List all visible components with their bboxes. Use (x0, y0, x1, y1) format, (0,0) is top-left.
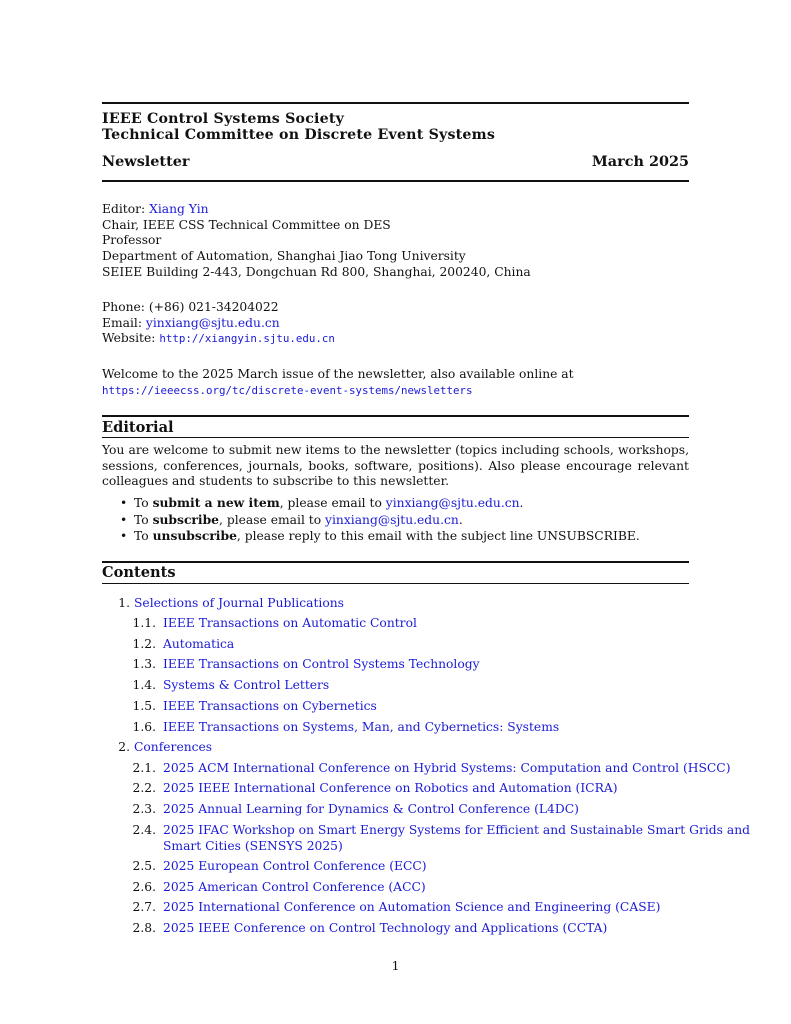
toc-subsection-link[interactable]: IEEE Transactions on Automatic Control (163, 616, 417, 630)
toc-item-number: 1.5. (132, 699, 156, 713)
toc-item-number: 2.7. (132, 900, 156, 914)
bullet-text: , please reply to this email with the subject line UNSUBSCRIBE. (236, 529, 640, 543)
toc-item-number: 1.3. (132, 657, 156, 671)
editor-role-title: Professor (102, 233, 162, 248)
editor-name-link[interactable]: Xiang Yin (149, 202, 209, 216)
toc-item-number: 2.8. (132, 921, 156, 935)
bullet-email-link[interactable]: yinxiang@sjtu.edu.cn (325, 512, 459, 527)
editor-label: Editor: (102, 202, 146, 216)
editorial-bullets (102, 495, 689, 545)
contact-block (102, 300, 335, 347)
editorial-bullet-item (102, 495, 689, 512)
header-bottom-rule (102, 180, 689, 182)
toc-subsection-link[interactable]: 2025 American Control Conference (ACC) (163, 880, 426, 894)
page-number: 1 (391, 959, 400, 973)
editor-block (102, 202, 531, 281)
toc-subsection-link[interactable]: Systems & Control Letters (163, 678, 330, 692)
toc-item-number: 1.2. (132, 637, 156, 651)
bullet-text: , please email to (219, 512, 326, 527)
website-label: Website: (102, 331, 156, 346)
toc-item-number: 2.2. (132, 781, 156, 795)
toc-item-number: 1. (118, 596, 130, 610)
editorial-paragraph: You are welcome to submit new items to the newsletter (topics including schools, workshops, sessions, conferences, journals, books, software, positions). Also please encourage relevant colleagues and students to subscribe to this newsletter. (102, 443, 689, 489)
bullet-keyword: unsubscribe (152, 528, 237, 543)
toc-item-number: 2.3. (132, 802, 156, 816)
email-link[interactable]: yinxiang@sjtu.edu.cn (145, 315, 280, 330)
contents-top-rule (102, 561, 689, 563)
phone-value: (+86) 021-34204022 (148, 300, 279, 314)
bullet-dot-icon: • (120, 529, 128, 543)
bullet-dot-icon: • (120, 496, 128, 510)
editorial-bullet-item (102, 512, 689, 529)
toc-item-number: 2. (118, 740, 130, 754)
editorial-heading: Editorial (102, 419, 174, 436)
society-title: IEEE Control Systems Society (102, 111, 345, 127)
toc-section-link[interactable]: Conferences (134, 740, 213, 754)
bullet-text: . (458, 512, 463, 527)
toc-item-number: 2.6. (132, 880, 156, 894)
toc-subsection-link[interactable]: 2025 International Conference on Automation Science and Engineering (CASE) (163, 900, 661, 914)
toc-subsection-link[interactable]: 2025 ACM International Conference on Hybrid Systems: Computation and Control (HSCC) (163, 761, 731, 775)
toc-subsection-link[interactable]: IEEE Transactions on Cybernetics (163, 699, 377, 713)
toc-subsection-link[interactable]: Automatica (163, 637, 235, 651)
welcome-block (102, 367, 574, 398)
toc-subsection-link-continued[interactable]: Smart Cities (SENSYS 2025) (163, 839, 343, 853)
website-link[interactable]: http://xiangyin.sjtu.edu.cn (159, 332, 335, 346)
toc-item-number: 1.6. (132, 720, 156, 734)
bullet-text: To (134, 496, 153, 510)
toc-item-number: 2.1. (132, 761, 156, 775)
editor-department: Department of Automation, Shanghai Jiao Tong University (102, 249, 466, 264)
header-top-rule (102, 102, 689, 104)
editorial-bottom-rule (102, 437, 689, 438)
toc-subsection-link[interactable]: IEEE Transactions on Systems, Man, and Cybernetics: Systems (163, 720, 560, 734)
bullet-text: . (519, 496, 524, 510)
toc-subsection-link[interactable]: 2025 IEEE Conference on Control Technology and Applications (CCTA) (163, 921, 608, 935)
bullet-keyword: submit a new item (152, 495, 280, 510)
phone-label: Phone: (102, 300, 145, 314)
editorial-bullet-item (102, 528, 689, 545)
contents-heading: Contents (102, 564, 176, 581)
bullet-email-link[interactable]: yinxiang@sjtu.edu.cn (385, 496, 520, 510)
toc-subsection-link[interactable]: 2025 IFAC Workshop on Smart Energy Systems for Efficient and Sustainable Smart Grids and (163, 823, 750, 837)
newsletter-label: Newsletter (102, 153, 190, 170)
toc-section-link[interactable]: Selections of Journal Publications (134, 596, 344, 610)
bullet-text: To (134, 529, 153, 543)
bullet-dot-icon: • (120, 512, 128, 527)
toc-subsection-link[interactable]: 2025 European Control Conference (ECC) (163, 859, 427, 873)
toc-item-number: 2.5. (132, 859, 156, 873)
toc-subsection-link[interactable]: 2025 IEEE International Conference on Robotics and Automation (ICRA) (163, 781, 618, 795)
bullet-text: , please email to (279, 496, 386, 510)
bullet-keyword: subscribe (152, 511, 220, 527)
toc-subsection-link[interactable]: 2025 Annual Learning for Dynamics & Control Conference (L4DC) (163, 802, 579, 816)
newsletter-url-link[interactable]: https://ieeecss.org/tc/discrete-event-systems/newsletters (102, 383, 473, 397)
toc-item-number: 2.4. (132, 823, 156, 837)
editorial-top-rule (102, 415, 689, 417)
welcome-text: Welcome to the 2025 March issue of the newsletter, also available online at (102, 367, 574, 381)
newsletter-row (102, 153, 689, 170)
committee-title: Technical Committee on Discrete Event Systems (102, 127, 496, 143)
editor-address: SEIEE Building 2-443, Dongchuan Rd 800, Shanghai, 200240, China (102, 264, 531, 279)
toc-item-number: 1.1. (132, 616, 156, 630)
editor-role-chair: Chair, IEEE CSS Technical Committee on DES (102, 217, 391, 232)
contents-bottom-rule (102, 583, 689, 584)
toc-item-number: 1.4. (132, 678, 156, 692)
bullet-text: To (134, 512, 153, 527)
email-label: Email: (102, 315, 142, 330)
toc-subsection-link[interactable]: IEEE Transactions on Control Systems Technology (163, 657, 480, 671)
issue-date: March 2025 (591, 153, 689, 170)
